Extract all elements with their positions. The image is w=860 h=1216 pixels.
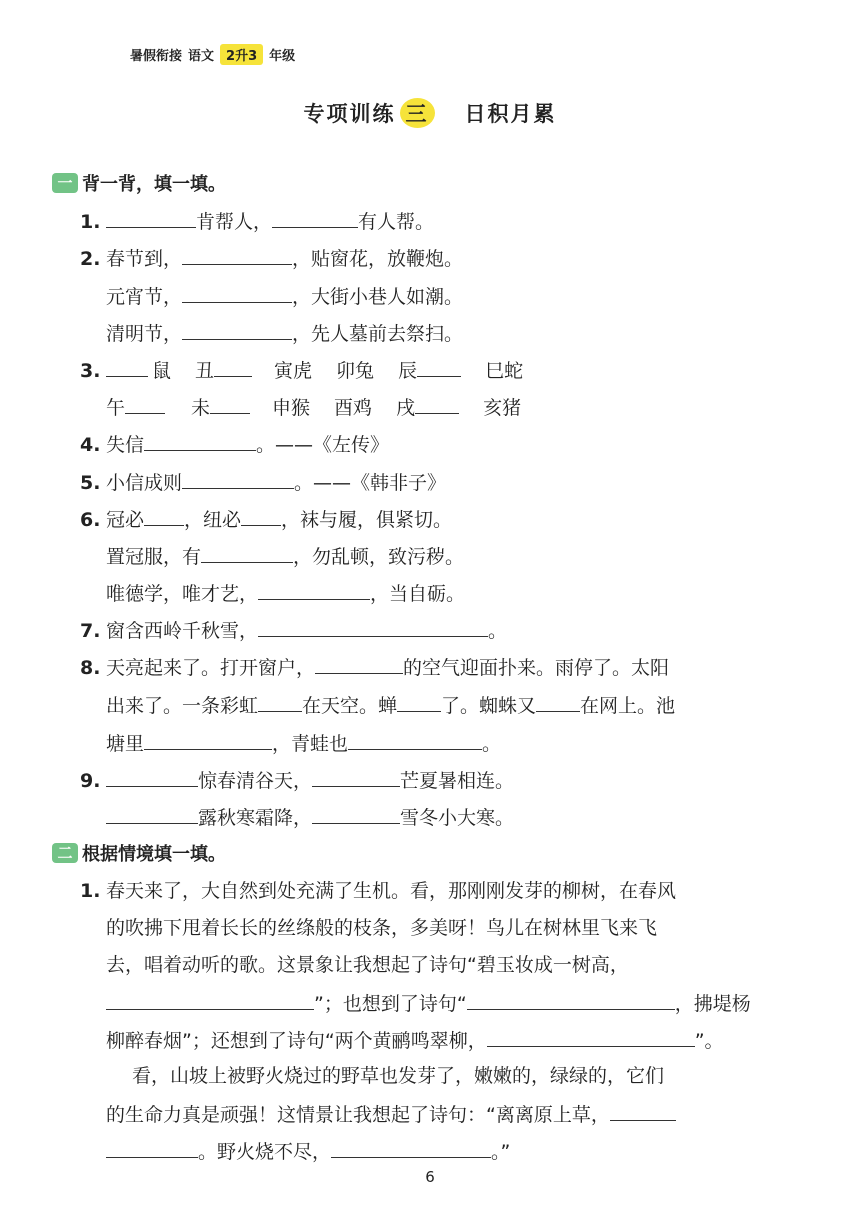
q8-text: 在网上。池 xyxy=(580,695,676,717)
answer-blank[interactable] xyxy=(272,205,358,228)
answer-blank[interactable] xyxy=(397,689,441,712)
zodiac-cell: 寅虎 xyxy=(274,360,313,382)
q6-text: 冠必 xyxy=(106,509,145,531)
q8-line1 xyxy=(80,651,780,683)
answer-blank[interactable] xyxy=(144,503,184,526)
answer-blank[interactable] xyxy=(610,1098,676,1121)
answer-blank[interactable] xyxy=(125,391,165,414)
section2-heading xyxy=(52,840,226,866)
answer-blank[interactable] xyxy=(182,280,292,303)
q6-text: ，纽必 xyxy=(184,509,242,531)
zodiac-cell: 亥猪 xyxy=(483,397,522,419)
q6-number: 6. xyxy=(80,509,101,531)
zodiac-cell: 卯兔 xyxy=(336,360,375,382)
answer-blank[interactable] xyxy=(106,764,198,787)
answer-blank[interactable] xyxy=(536,689,580,712)
p1-text: 。” xyxy=(491,1141,511,1163)
answer-blank[interactable] xyxy=(144,428,256,451)
q2-line2 xyxy=(80,280,780,312)
zodiac-cell: 丑 xyxy=(195,360,215,382)
q8-number: 8. xyxy=(80,657,101,679)
section1-heading-text: 背一背，填一填。 xyxy=(82,174,226,195)
p1-text: 的吹拂下甩着长长的丝绦般的枝条，多美呀！鸟儿在树林里飞来飞 xyxy=(106,917,658,939)
p1-text: 的生命力真是顽强！这情景让我想起了诗句：“离离原上草， xyxy=(106,1104,610,1126)
page-header xyxy=(130,44,295,65)
p1-line1 xyxy=(80,876,780,906)
answer-blank[interactable] xyxy=(144,727,272,750)
q7-text: 窗含西岭千秋雪， xyxy=(106,620,259,642)
q9-text: 惊春清谷天， xyxy=(198,770,313,792)
answer-blank[interactable] xyxy=(182,317,292,340)
zodiac-cell: 辰 xyxy=(398,360,418,382)
q8-text: 的空气迎面扑来。雨停了。太阳 xyxy=(403,657,670,679)
answer-blank[interactable] xyxy=(331,1135,491,1158)
q9-text: 露秋寒霜降， xyxy=(198,807,313,829)
q8-line3 xyxy=(80,727,780,759)
q9-line1 xyxy=(80,764,780,796)
q1-text-a: 肯帮人， xyxy=(196,211,273,233)
q5-number: 5. xyxy=(80,472,101,494)
page-title xyxy=(0,98,860,128)
p1-text: 柳醉春烟”；还想到了诗句“两个黄鹂鸣翠柳， xyxy=(106,1030,487,1052)
q8-text: 天亮起来了。打开窗户， xyxy=(106,657,316,679)
q6-text: ，当自砺。 xyxy=(370,583,466,605)
q2-text: 春节到， xyxy=(106,248,183,270)
q9-number: 9. xyxy=(80,770,101,792)
q1-line xyxy=(80,205,780,237)
q7-line xyxy=(80,614,780,646)
page-number: 6 xyxy=(425,1168,435,1186)
zodiac-cell: 戌 xyxy=(396,397,416,419)
answer-blank[interactable] xyxy=(106,1135,198,1158)
p1-number: 1. xyxy=(80,880,101,902)
p1-line4 xyxy=(80,987,780,1019)
q8-text: 在天空。蝉 xyxy=(302,695,398,717)
p1-text: ”。 xyxy=(694,1030,724,1052)
grade-suffix: 年级 xyxy=(269,49,296,64)
answer-blank[interactable] xyxy=(258,577,370,600)
q6-text: ，勿乱顿，致污秽。 xyxy=(293,546,465,568)
q5-text: 。——《韩非子》 xyxy=(294,472,447,494)
q1-text-b: 有人帮。 xyxy=(358,211,435,233)
q2-text: ，贴窗花，放鞭炮。 xyxy=(292,248,464,270)
answer-blank[interactable] xyxy=(201,540,293,563)
p1-text: 春天来了，大自然到处充满了生机。看，那刚刚发芽的柳树，在春风 xyxy=(106,880,677,902)
answer-blank[interactable] xyxy=(106,801,198,824)
p1-line6 xyxy=(80,1061,780,1091)
p1-text: 。野火烧不尽， xyxy=(198,1141,332,1163)
p1-line3 xyxy=(80,950,780,980)
q8-text: 了。蜘蛛又 xyxy=(441,695,537,717)
answer-blank[interactable] xyxy=(415,391,459,414)
answer-blank[interactable] xyxy=(417,354,461,377)
p1-line8 xyxy=(80,1135,780,1167)
q2-line3 xyxy=(80,317,780,349)
p1-text: ，拂堤杨 xyxy=(674,993,751,1015)
q2-line1 xyxy=(80,242,780,274)
q3-line1 xyxy=(80,354,780,386)
answer-blank[interactable] xyxy=(258,689,302,712)
p1-line2 xyxy=(80,913,780,943)
answer-blank[interactable] xyxy=(241,503,281,526)
q8-text: 。 xyxy=(482,733,502,755)
answer-blank[interactable] xyxy=(348,727,482,750)
q5-line xyxy=(80,466,780,498)
title-prefix: 专项训练 xyxy=(303,102,396,126)
q8-text: ，青蛙也 xyxy=(272,733,349,755)
answer-blank[interactable] xyxy=(106,205,196,228)
q2-text: ，先人墓前去祭扫。 xyxy=(292,323,464,345)
zodiac-cell: 鼠 xyxy=(152,360,172,382)
section1-badge: 一 xyxy=(52,173,78,193)
section2-badge: 二 xyxy=(52,843,78,863)
p1-text: 去，唱着动听的歌。这景象让我想起了诗句“碧玉妆成一树高， xyxy=(106,954,629,976)
q8-text: 塘里 xyxy=(106,733,145,755)
answer-blank[interactable] xyxy=(214,354,252,377)
answer-blank[interactable] xyxy=(467,987,675,1010)
q9-line2 xyxy=(80,801,780,833)
q3-number: 3. xyxy=(80,360,101,382)
zodiac-cell: 申猴 xyxy=(272,397,311,419)
p1-text: ”；也想到了诗句“ xyxy=(314,993,467,1015)
grade-badge: 2升3 xyxy=(220,44,263,65)
q2-number: 2. xyxy=(80,248,101,270)
q2-text: 清明节， xyxy=(106,323,183,345)
p1-line5 xyxy=(80,1024,780,1056)
q9-text: 芒夏暑相连。 xyxy=(400,770,515,792)
q2-text: 元宵节， xyxy=(106,286,183,308)
answer-blank[interactable] xyxy=(312,764,400,787)
q2-text: ，大街小巷人如潮。 xyxy=(292,286,464,308)
title-number-badge: 三 xyxy=(400,98,435,128)
answer-blank[interactable] xyxy=(315,651,403,674)
answer-blank[interactable] xyxy=(312,801,400,824)
section2-heading-text: 根据情境填一填。 xyxy=(82,844,226,865)
q6-text: 唯德学，唯才艺， xyxy=(106,583,259,605)
answer-blank[interactable] xyxy=(182,242,292,265)
answer-blank[interactable] xyxy=(210,391,250,414)
q8-line2 xyxy=(80,689,780,721)
answer-blank[interactable] xyxy=(106,987,314,1010)
series-name: 暑假衔接 xyxy=(130,49,183,64)
q7-number: 7. xyxy=(80,620,101,642)
q9-text: 雪冬小大寒。 xyxy=(400,807,515,829)
q4-number: 4. xyxy=(80,434,101,456)
q4-text: 失信 xyxy=(106,434,145,456)
q1-number: 1. xyxy=(80,211,101,233)
subject-name: 语文 xyxy=(188,49,215,64)
q6-line3 xyxy=(80,577,780,609)
q4-line xyxy=(80,428,780,460)
title-name: 日积月累 xyxy=(464,102,557,126)
section1-heading xyxy=(52,170,226,196)
answer-blank[interactable] xyxy=(106,354,148,377)
q7-text: 。 xyxy=(488,620,508,642)
q3-line2 xyxy=(80,391,780,423)
zodiac-cell: 午 xyxy=(106,397,126,419)
q5-text: 小信成则 xyxy=(106,472,183,494)
q6-line1 xyxy=(80,503,780,535)
zodiac-cell: 未 xyxy=(191,397,211,419)
q6-text: ，袜与履，俱紧切。 xyxy=(281,509,453,531)
zodiac-cell: 巳蛇 xyxy=(485,360,524,382)
q4-text: 。——《左传》 xyxy=(256,434,390,456)
p1-line7 xyxy=(80,1098,780,1130)
p1-text: 看，山坡上被野火烧过的野草也发芽了，嫩嫩的，绿绿的，它们 xyxy=(132,1065,665,1087)
q6-line2 xyxy=(80,540,780,572)
zodiac-cell: 酉鸡 xyxy=(334,397,373,419)
q6-text: 置冠服，有 xyxy=(106,546,202,568)
answer-blank[interactable] xyxy=(487,1024,695,1047)
answer-blank[interactable] xyxy=(258,614,488,637)
q8-text: 出来了。一条彩虹 xyxy=(106,695,259,717)
answer-blank[interactable] xyxy=(182,466,294,489)
